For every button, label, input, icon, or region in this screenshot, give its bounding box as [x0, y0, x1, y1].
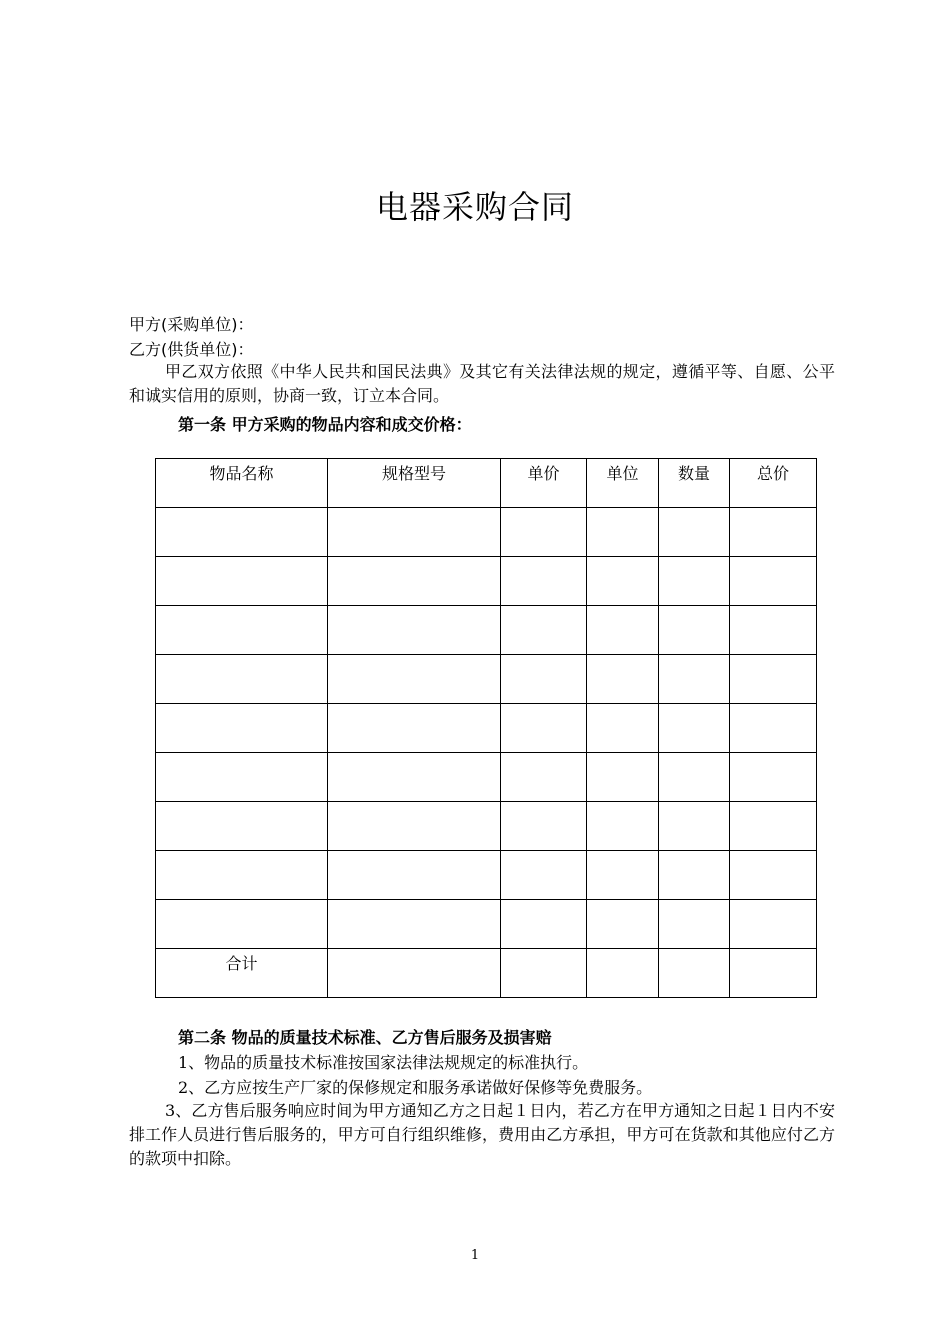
article-1-heading: 第一条 甲方采购的物品内容和成交价格： — [178, 415, 472, 434]
article-2-item-1: 1、物品的质量技术标准按国家法律法规规定的标准执行。 — [178, 1053, 589, 1072]
table-cell[interactable] — [328, 949, 501, 998]
table-cell[interactable] — [328, 655, 501, 704]
table-cell[interactable] — [156, 851, 328, 900]
table-cell[interactable] — [328, 900, 501, 949]
table-cell[interactable] — [501, 557, 587, 606]
table-body — [156, 508, 817, 998]
table-cell[interactable] — [501, 949, 587, 998]
intro-paragraph: 甲乙双方依照《中华人民共和国民法典》及其它有关法律法规的规定，遵循平等、自愿、公平和诚实信用的原则，协商一致，订立本合同。 — [129, 362, 835, 405]
header-total-price: 总价 — [730, 459, 817, 508]
table-cell[interactable] — [328, 704, 501, 753]
table-row — [156, 753, 817, 802]
table-cell[interactable] — [156, 802, 328, 851]
table-cell[interactable] — [501, 655, 587, 704]
table-cell[interactable] — [659, 557, 730, 606]
page-number: 1 — [470, 1248, 480, 1263]
table-cell[interactable] — [156, 753, 328, 802]
table-cell[interactable] — [587, 508, 659, 557]
table-cell[interactable] — [659, 753, 730, 802]
table-row — [156, 900, 817, 949]
table-cell[interactable] — [587, 802, 659, 851]
table-cell[interactable] — [328, 557, 501, 606]
table-row — [156, 704, 817, 753]
table-cell[interactable] — [328, 851, 501, 900]
table-cell[interactable] — [730, 851, 817, 900]
header-unit: 单位 — [587, 459, 659, 508]
table-cell[interactable] — [501, 851, 587, 900]
table-cell[interactable] — [587, 606, 659, 655]
table-row — [156, 802, 817, 851]
table-cell[interactable] — [156, 508, 328, 557]
table-cell[interactable] — [730, 949, 817, 998]
table-cell[interactable] — [730, 900, 817, 949]
table-cell[interactable] — [587, 704, 659, 753]
table-cell[interactable] — [730, 508, 817, 557]
table-cell[interactable] — [587, 753, 659, 802]
table-cell[interactable] — [501, 704, 587, 753]
table-cell[interactable] — [659, 606, 730, 655]
table-row — [156, 508, 817, 557]
table-cell[interactable] — [587, 900, 659, 949]
table-cell[interactable] — [659, 802, 730, 851]
table-cell[interactable] — [730, 655, 817, 704]
table-cell[interactable] — [587, 851, 659, 900]
table-total-row — [156, 949, 817, 998]
table-cell[interactable] — [730, 704, 817, 753]
table-cell[interactable] — [587, 655, 659, 704]
table-cell[interactable] — [659, 900, 730, 949]
table-cell[interactable] — [156, 655, 328, 704]
table-row — [156, 557, 817, 606]
table-cell[interactable] — [730, 606, 817, 655]
table-cell[interactable] — [659, 704, 730, 753]
table-cell[interactable] — [156, 557, 328, 606]
article-2-item-3: 3、乙方售后服务响应时间为甲方通知乙方之日起１日内，若乙方在甲方通知之日起１日内不安排工作人员进行售后服务的，甲方可自行组织维修，费用由乙方承担，甲方可在货款和其他应付乙方的款项中扣除。 — [129, 1101, 835, 1168]
table-cell[interactable] — [501, 606, 587, 655]
table-row — [156, 606, 817, 655]
table-cell[interactable] — [659, 851, 730, 900]
items-table — [155, 458, 817, 998]
table-row — [156, 851, 817, 900]
party-a-label: 甲方(采购单位)： — [129, 315, 254, 334]
party-b-label: 乙方(供货单位)： — [129, 340, 254, 359]
article-2-heading: 第二条 物品的质量技术标准、乙方售后服务及损害赔 — [178, 1028, 552, 1047]
table-cell[interactable] — [328, 606, 501, 655]
table-cell[interactable] — [156, 606, 328, 655]
table-cell[interactable] — [328, 753, 501, 802]
table-cell[interactable] — [587, 949, 659, 998]
table-cell[interactable] — [156, 900, 328, 949]
total-label-cell: 合计 — [156, 949, 328, 998]
header-item-name: 物品名称 — [156, 459, 328, 508]
table-cell[interactable] — [659, 949, 730, 998]
article-2-item-2: 2、乙方应按生产厂家的保修规定和服务承诺做好保修等免费服务。 — [178, 1078, 653, 1097]
table-cell[interactable] — [501, 753, 587, 802]
table-cell[interactable] — [730, 802, 817, 851]
header-spec-model: 规格型号 — [328, 459, 501, 508]
table-cell[interactable] — [501, 508, 587, 557]
table-cell[interactable] — [659, 508, 730, 557]
table-header-row — [156, 459, 817, 508]
table-cell[interactable] — [587, 557, 659, 606]
table-cell[interactable] — [659, 655, 730, 704]
table-cell[interactable] — [730, 753, 817, 802]
header-quantity: 数量 — [659, 459, 730, 508]
header-unit-price: 单价 — [501, 459, 587, 508]
table-cell[interactable] — [328, 508, 501, 557]
table-cell[interactable] — [328, 802, 501, 851]
table-cell[interactable] — [501, 802, 587, 851]
table-cell[interactable] — [730, 557, 817, 606]
table-cell[interactable] — [501, 900, 587, 949]
table-row — [156, 655, 817, 704]
document-title: 电器采购合同 — [375, 188, 574, 226]
table-cell[interactable] — [156, 704, 328, 753]
